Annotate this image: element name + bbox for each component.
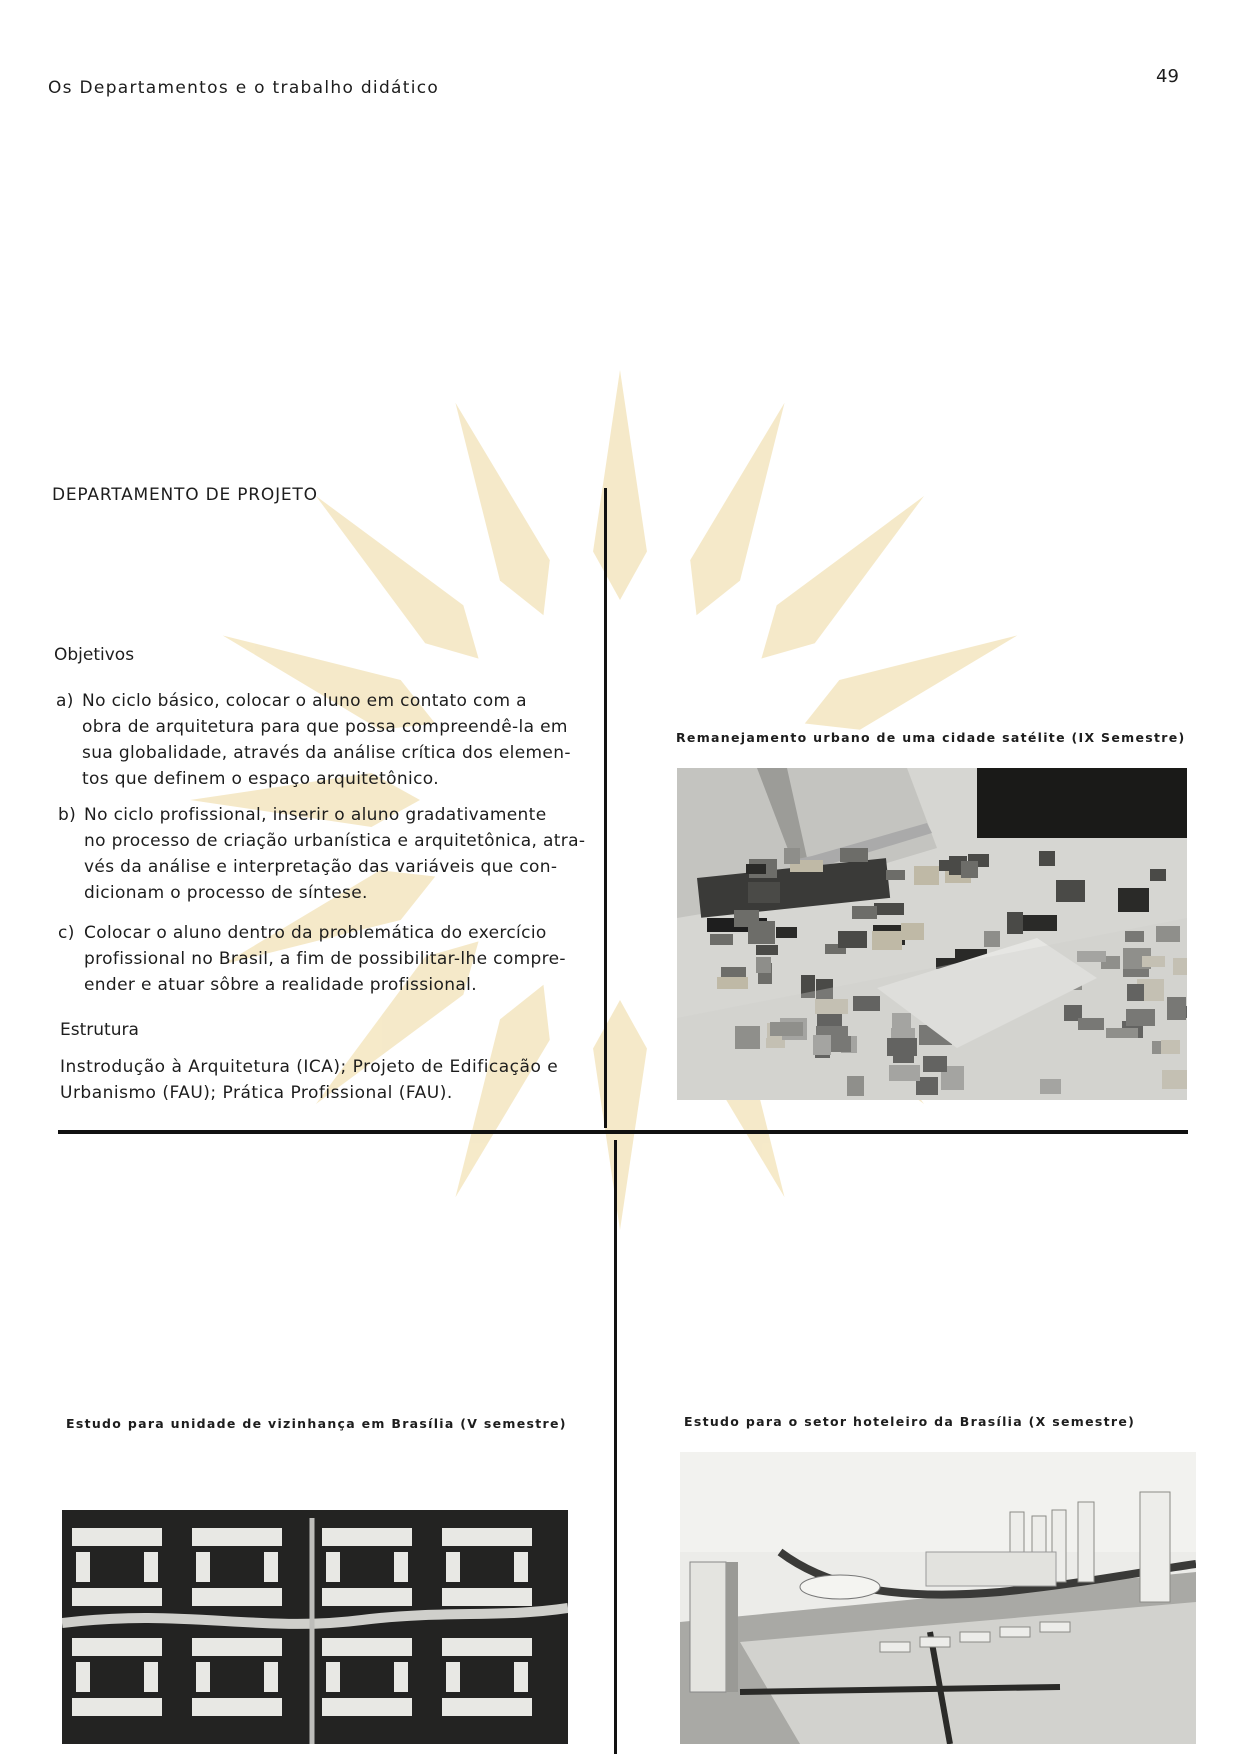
text-line: dicionam o processo de síntese. [84,883,368,903]
model-block [886,870,905,880]
photo-neighborhood-model [62,1448,568,1744]
model-block [326,1662,340,1692]
vertical-divider-top [604,488,607,1128]
objective-item-c [58,920,604,998]
watermark-star-point [593,370,647,600]
model-block [960,1632,990,1642]
model-block [394,1552,408,1582]
model-block [852,906,877,919]
model-block [72,1638,162,1656]
model-block [196,1662,210,1692]
model-block [322,1698,412,1716]
model-block [442,1698,532,1716]
model-block [446,1662,460,1692]
model-block [1039,851,1055,866]
text-line: sua globalidade, através da análise crítica dos elemen- [82,743,571,763]
text-line: No ciclo básico, colocar o aluno em contato com a [82,691,527,711]
model-block [717,977,748,989]
objective-marker: b) [58,805,77,825]
watermark-star-point [316,496,479,659]
watermark-star-point [455,403,549,615]
model-block [514,1552,528,1582]
model-block [442,1638,532,1656]
model-block [734,910,759,927]
model-block [874,903,904,915]
objective-item-a [56,688,602,792]
text-line: Colocar o aluno dentro da problemática do exercício [84,923,547,943]
watermark-star-point [761,496,924,659]
model-block [776,927,797,938]
model-block [1078,1502,1094,1582]
model-block [840,848,868,862]
text-line: Urbanismo (FAU); Prática Profissional (FAU). [60,1083,453,1103]
model-block [264,1662,278,1692]
model-block [748,882,780,903]
page-number: 49 [1156,66,1179,87]
model-block [984,931,1000,947]
section-title: DEPARTAMENTO DE PROJETO [52,485,318,505]
model-block [1118,888,1149,912]
watermark-star-point [690,403,784,615]
running-head: Os Departamentos e o trabalho didático [48,78,440,98]
model-block [1000,1627,1030,1637]
model-block [72,1698,162,1716]
model-block [721,967,746,977]
model-block [1056,880,1085,902]
model-block [322,1528,412,1546]
model-block [914,866,939,885]
text-line: vés da análise e interpretação das variáveis que con- [84,857,558,877]
vertical-divider-bottom [614,1140,617,1754]
text-line: No ciclo profissional, inserir o aluno gradativamente [84,805,547,825]
horizontal-divider [58,1130,1188,1134]
text-line: ender e atuar sôbre a realidade profissional. [84,975,477,995]
photo-caption-bottom-left: Estudo para unidade de vizinhança em Brasília (V semestre) [66,1416,567,1431]
model-block [838,931,867,948]
objective-marker: a) [56,691,74,711]
model-block [322,1638,412,1656]
model-block [880,1642,910,1652]
model-block [394,1662,408,1692]
model-block [326,1552,340,1582]
model-block [1140,1492,1170,1602]
model-block [901,923,924,940]
model-block [1007,912,1023,934]
model-block [446,1552,460,1582]
model-block [192,1528,282,1546]
photo-caption-top-right: Remanejamento urbano de uma cidade satélite (IX Semestre) [676,730,1186,745]
objective-item-b [58,802,604,906]
text-line: obra de arquitetura para que possa compreendê-la em [82,717,568,737]
model-block [756,957,771,973]
model-block [72,1528,162,1546]
estrutura-heading: Estrutura [60,1020,139,1040]
model-block [144,1662,158,1692]
photo-hotel-sector-model [680,1452,1196,1744]
model-block [76,1552,90,1582]
text-line: no processo de criação urbanística e arquitetônica, atra- [84,831,586,851]
objective-marker: c) [58,923,75,943]
text-line: tos que definem o espaço arquitetônico. [82,769,439,789]
model-block [192,1638,282,1656]
model-block [1150,869,1166,881]
model-block [710,934,733,945]
model-block [1023,915,1057,931]
model-block [920,1637,950,1647]
model-block [961,861,978,878]
model-block [76,1662,90,1692]
text-line: profissional no Brasil, a fim de possibilitar-lhe compre- [84,949,566,969]
photo-urban-model [677,768,1187,1100]
model-block [196,1552,210,1582]
model-block [442,1528,532,1546]
model-block [192,1588,282,1606]
estrutura-text [60,1054,570,1106]
model-block [746,864,766,874]
model-block [514,1662,528,1692]
model-block [322,1588,412,1606]
model-block [872,931,902,950]
watermark-star-point [805,635,1017,729]
objetivos-heading: Objetivos [54,645,135,665]
model-block [756,945,778,955]
model-block [442,1588,532,1606]
model-block [1040,1622,1070,1632]
watermark-star-point [593,1000,647,1230]
model-block [192,1698,282,1716]
model-block [72,1588,162,1606]
photo-caption-bottom-right: Estudo para o setor hoteleiro da Brasília (X semestre) [684,1414,1136,1429]
model-block [264,1552,278,1582]
text-line: Instrodução à Arquitetura (ICA); Projeto de Edificação e [60,1057,559,1077]
model-block [784,848,800,864]
model-block [144,1552,158,1582]
